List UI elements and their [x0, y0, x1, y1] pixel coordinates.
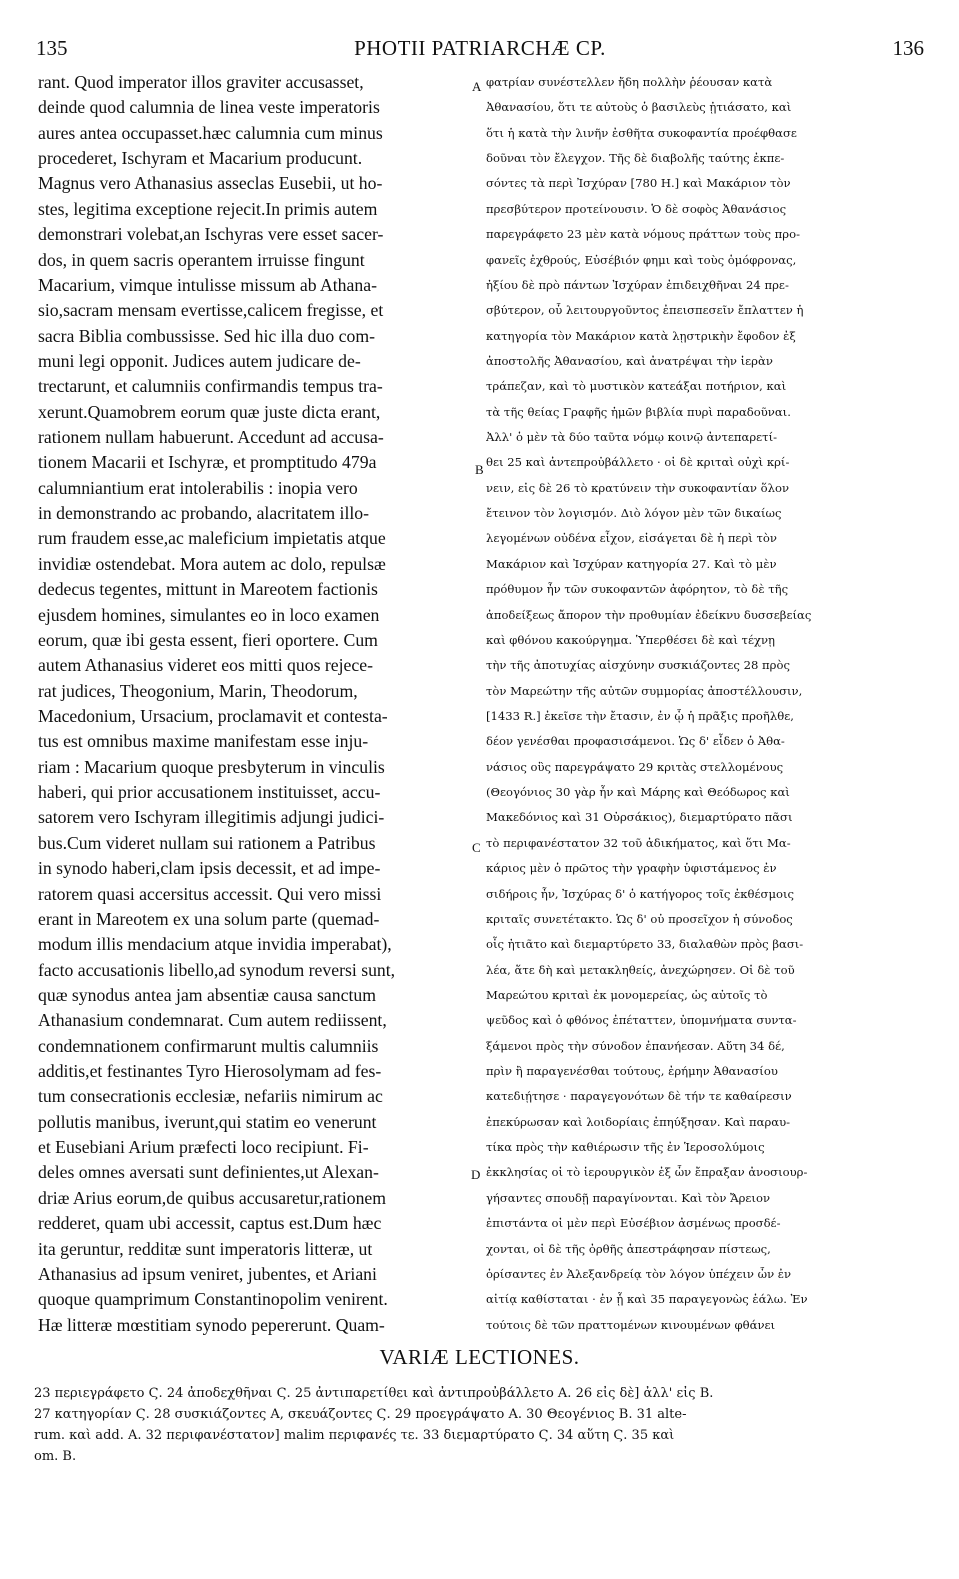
greek-text-line: τὸ περιφανέστατον 32 τοῦ ἀδικήματος, καὶ ὅτι Μα-: [486, 835, 791, 850]
greek-text-line: θει 25 καὶ ἀντεπροὐβάλλετο · οἱ δὲ κριταὶ οὐχὶ κρί-: [486, 455, 790, 470]
margin-mark-a: A: [472, 79, 482, 94]
greek-text-line: γήσαντες σπουδῇ παραγίνονται. Καὶ τὸν Ἄρειον: [486, 1190, 770, 1205]
greek-text-line: [1433 R.] ἐκεῖσε τὴν ἔτασιν, ἐν ᾧ ἡ πρᾶξις προῆλθε,: [486, 708, 794, 723]
latin-text-line: [38, 1338, 470, 1340]
greek-text-line: λεγομένων οὐδένα εἶχον, εἰσάγεται δὲ ἡ περὶ τὸν: [486, 531, 777, 546]
latin-text-line: dos, in quem sacris operantem irruisse fingunt: [38, 249, 365, 270]
latin-text-line: muni legi opponit. Judices autem judicare de-: [38, 350, 361, 371]
latin-text-line: quoque quamprimum Constantinopolim venirent.: [38, 1289, 388, 1310]
greek-text-line: φατρίαν συνέστελλεν ἤδη πολλὴν ῥέουσαν κατὰ: [486, 75, 773, 89]
greek-column: [486, 70, 922, 1340]
greek-text-line: χονται, οἱ δὲ τῆς ὀρθῆς ἀπεστράφησαν πίστεως,: [486, 1241, 771, 1256]
latin-text-line: facto accusationis libello,ad synodum reversi sunt,: [38, 959, 396, 980]
latin-text-line: deles omnes aversati sunt definientes,ut Alexan-: [38, 1162, 379, 1183]
latin-text-line: stes, legitima exceptione rejecit.In primis autem: [38, 198, 378, 219]
greek-text-line: ἐπεκύρωσαν καὶ λοιδορίαις ἐπηύξησαν. Καὶ παραυ-: [486, 1114, 791, 1129]
greek-text-line: λέα, ἅτε δὴ καὶ μετακληθείς, ἀνεχώρησεν. Οἱ δὲ τοῦ: [486, 962, 795, 977]
latin-column: [38, 70, 470, 1340]
latin-text-line: et Eusebiani Arium præfecti loco recipiunt. Fi-: [38, 1137, 369, 1158]
greek-text-line: κάριος μὲν ὁ πρῶτος τὴν γραφὴν ὑφιστάμενος ἐν: [486, 861, 777, 876]
variant-reading-line: 27 κατηγορίαν Ϛ. 28 συσκιάζοντες A, σκευάζοντες Ϛ. 29 προεγράψατο A. 30 Θεογένιος B. 31 alte-: [34, 1407, 687, 1422]
greek-text-line: οἷς ἠτιᾶτο καὶ διεμαρτύρετο 33, διαλαθὼν πρὸς βασι-: [486, 937, 804, 952]
greek-text-line: σόντες τὰ περὶ Ἰσχύραν [780 H.] καὶ Μακάριον τὸν: [486, 176, 791, 191]
latin-text-line: ejusdem homines, simulantes eo in loco examen: [38, 604, 380, 625]
greek-text-line: τὸν Μαρεώτην τῆς αὐτῶν συμμορίας ἀποστέλλουσιν,: [486, 683, 803, 698]
greek-text-line: κατηγορία τὸν Μακάριον κατὰ λῃστρικὴν ἔφοδον ἐξ: [486, 328, 796, 343]
greek-text-line: τίκα πρὸς τὴν καθιέρωσιν τῆς ἐν Ἱεροσολύμοις: [486, 1140, 765, 1155]
greek-text-line: ἠξίου δὲ πρὸ πάντων Ἰσχύραν ἐπιδειχθῆναι 24 πρε-: [486, 277, 789, 292]
greek-text-line: τὴν τῆς ἀποτυχίας αἰσχύνην συσκιάζοντες 28 πρὸς: [486, 658, 790, 673]
greek-text-line: ξάμενοι πρὸς τὴν σύνοδον ἐπανήεσαν. Αὕτη 34 δέ,: [486, 1038, 785, 1053]
latin-text-line: additis,et festinantes Tyro Hierosolymam ad fes-: [38, 1061, 382, 1082]
variant-reading-line: om. B.: [34, 1449, 77, 1464]
variant-reading-line: 23 περιεγράφετο Ϛ. 24 ἀποδεχθῆναι Ϛ. 25 ἀντιπαρετίθει καὶ ἀντιπροὐβάλλετο A. 26 εἰς δὲ] ἀλλ' εἰς B.: [34, 1386, 714, 1401]
greek-text-line: ὅτι ἡ κατὰ τὴν λινῆν ἐσθῆτα συκοφαντία προέφθασε: [486, 125, 797, 140]
variant-reading-line: rum. καὶ add. A. 32 περιφανέστατον] malim περιφανές τε. 33 διεμαρτύρατο Ϛ. 34 αὕτη Ϛ. 35 καὶ: [34, 1428, 675, 1443]
greek-text-line: σιδήροις ἦν, Ἰσχύρας δ' ὁ κατήγορος τοῖς ἐκθέσμοις: [486, 886, 794, 901]
latin-text-line: modum illis mendacium atque invidia imperabat),: [38, 934, 392, 955]
greek-text-line: ἐπιστάντα οἱ μὲν περὶ Εὐσέβιον ἀσμένως προσδέ-: [486, 1216, 781, 1231]
greek-text-line: ψεῦδος καὶ ὁ φθόνος ἐπέταττεν, ὑπομνήματα συντα-: [486, 1013, 797, 1028]
greek-text-line: Μακάριον καὶ Ἰσχύραν κατηγορία 27. Καὶ τὸ μὲν: [486, 556, 777, 571]
latin-text-line: procederet, Ischyram et Macarium producunt.: [38, 148, 363, 169]
latin-text-line: Hæ litteræ mœstitiam synodo pepererunt. Quam-: [38, 1314, 385, 1335]
greek-text-line: (Θεογόνιος 30 γὰρ ἦν καὶ Μάρης καὶ Θεόδωρος καὶ: [486, 785, 790, 800]
greek-text-line: πρὶν ἢ παραγενέσθαι τούτους, ἐρήμην Ἀθανασίου: [486, 1064, 778, 1079]
greek-text-line: πρόθυμον ἦν τῶν συκοφαντῶν ἀφόρητον, τὸ δὲ τῆς: [486, 582, 789, 597]
latin-text-line: deinde quod calumnia de linea veste imperatoris: [38, 97, 380, 118]
greek-text-line: κριταῖς συνετέτακτο. Ὡς δ' οὐ προσεῖχον ἡ σύνοδος: [486, 911, 793, 926]
latin-text-line: invidiæ ostendebat. Mora autem ac dolo, repulsæ: [38, 553, 386, 574]
greek-text-line: ἀποδείξεως ἄπορον τὴν προθυμίαν ἐδείκνυ δυσσεβείας: [486, 607, 812, 622]
greek-text-line: Ἀλλ' ὁ μὲν τὰ δύο ταῦτα νόμῳ κοινῷ ἀντεπαρετί-: [486, 430, 778, 445]
latin-text-line: autem Athanasius videret eos mitti quos rejece-: [38, 655, 373, 676]
latin-text-line: trectarunt, et calumniis confirmandis tempus tra-: [38, 376, 383, 397]
greek-text-line: τούτοις δὲ τῶν πραττομένων κινουμένων φθάνει: [486, 1317, 776, 1332]
latin-text-line: satorem vero Ischyram illegitimis adjungi judici-: [38, 807, 385, 828]
margin-mark-d: D: [471, 1167, 481, 1182]
margin-mark-c: C: [472, 840, 481, 855]
latin-text-line: sio,sacram mensam evertisse,calicem fregisse, et: [38, 300, 384, 321]
latin-text-line: riam : Macarium quoque presbyterum in vinculis: [38, 756, 385, 777]
latin-text-line: eorum, quæ ibi gesta essent, fieri oportere. Cum: [38, 629, 378, 650]
greek-text-line: ἐκκλησίας οἱ τὸ ἱερουργικὸν ἐξ ὧν ἔπραξαν ἀνοσιουρ-: [486, 1165, 808, 1180]
latin-text-line: rationem nullam habuerunt. Accedunt ad accusa-: [38, 427, 384, 448]
greek-text-line: φανεῖς ἐχθρούς, Εὐσέβιόν φημι καὶ τοὺς ὁμόφρονας,: [486, 252, 797, 267]
latin-text-line: ita geruntur, redditæ sunt imperatoris litteræ, ut: [38, 1238, 373, 1259]
greek-text-line: κατεδιῄτησε · παραγεγονότων δὲ τήν τε καθαίρεσιν: [486, 1089, 792, 1104]
latin-text-line: sacra Biblia combussisse. Sed hic illa duo com-: [38, 325, 375, 346]
variae-lectiones: [34, 1383, 914, 1579]
variae-lectiones-title: VARIÆ LECTIONES.: [379, 1345, 580, 1369]
latin-text-line: aures antea occupasset.hæc calumnia cum minus: [38, 122, 383, 143]
latin-text-line: condemnationem confirmarunt multis calumniis: [38, 1035, 379, 1056]
latin-text-line: redderet, quam ubi accessit, captus est.Dum hæc: [38, 1213, 382, 1234]
latin-text-line: in demonstrando ac probando, alacritatem illo-: [38, 503, 370, 524]
latin-text-line: Macarium, vimque intulisse missum ab Athana-: [38, 274, 377, 295]
greek-text-line: Μακεδόνιος καὶ 31 Οὐρσάκιος), διεμαρτύρατο πᾶσι: [486, 810, 793, 825]
page-title: PHOTII PATRIARCHÆ CP.: [354, 36, 606, 60]
latin-text-line: tum consecrationis ecclesiæ, nefariis nimirum ac: [38, 1086, 383, 1107]
greek-text-line: τὰ τῆς θείας Γραφῆς ἡμῶν βιβλία πυρὶ παραδοῦναι.: [486, 404, 791, 419]
latin-text-line: demonstrari volebat,an Ischyras vere esset sacer-: [38, 224, 384, 245]
greek-text-line: δοῦναι τὸν ἔλεγχον. Τῆς δὲ διαβολῆς ταύτης ἐκπε-: [486, 151, 785, 166]
latin-text-line: driæ Arius eorum,de quibus accusaretur,rationem: [38, 1187, 387, 1208]
greek-text-line: [486, 1338, 922, 1340]
latin-text-line: rat judices, Theogonium, Marin, Theodorum,: [38, 680, 358, 701]
page-number-left: 135: [36, 36, 68, 60]
latin-text-line: rum fraudem esse,ac maleficium impietatis atque: [38, 528, 386, 549]
latin-text-line: Magnus vero Athanasius asseclas Eusebii, ut ho-: [38, 173, 383, 194]
latin-text-line: Athanasius ad ipsum veniret, jubentes, et Ariani: [38, 1263, 377, 1284]
latin-text-line: dedecus tegentes, mittunt in Mareotem factionis: [38, 579, 378, 600]
running-header: [36, 36, 924, 66]
latin-text-line: rant. Quod imperator illos graviter accusasset,: [38, 72, 364, 92]
greek-text-line: νάσιος οὓς παρεγράψατο 29 κριτὰς στελλομένους: [486, 759, 784, 774]
latin-text-line: bus.Cum videret nullam sui rationem a Patribus: [38, 832, 376, 853]
latin-text-line: haberi, qui prior accusationem instituisset, accu-: [38, 782, 381, 803]
greek-text-line: ἀποστολῆς Ἀθανασίου, καὶ ἀνατρέψαι τὴν ἱερὰν: [486, 353, 773, 368]
latin-text-line: xerunt.Quamobrem eorum quæ juste dicta erant,: [38, 401, 381, 422]
greek-text-line: ὁρίσαντες ἐν Ἀλεξανδρείᾳ τὸν λόγον ὑπέχειν ὧν ἐν: [486, 1266, 792, 1281]
latin-text-line: tus est omnibus maxime manifestam esse inju-: [38, 731, 369, 752]
greek-text-line: ἔτεινον τὸν λογισμόν. Διὸ λόγον μὲν τῶν δικαίως: [486, 506, 782, 521]
greek-text-line: σβύτερον, οὗ λειτουργοῦντος ἐπεισπεσεῖν ἔπλαττεν ἡ: [486, 303, 804, 318]
latin-text-line: calumniantium erat intolerabilis : inopia vero: [38, 477, 358, 498]
latin-text-line: tionem Macarii et Ischyræ, et promptitudo 479a: [38, 452, 377, 473]
latin-text-line: in synodo haberi,clam ipsis decessit, et ad impe-: [38, 858, 381, 879]
margin-mark-b: B: [475, 462, 484, 477]
latin-text-line: Macedonium, Ursacium, proclamavit et contesta-: [38, 705, 388, 726]
greek-text-line: τράπεζαν, καὶ τὸ μυστικὸν κατεάξαι ποτήριον, καὶ: [486, 379, 787, 394]
latin-text-line: ratorem quasi accersitus accessit. Qui vero missi: [38, 883, 382, 904]
latin-text-line: erant in Mareotem ex una solum parte (quemad-: [38, 908, 380, 929]
latin-text-line: Athanasium condemnarat. Cum autem rediissent,: [38, 1010, 387, 1031]
greek-text-line: Ἀθανασίου, ὅτι τε αὐτοὺς ὁ βασιλεὺς ᾐτιάσατο, καὶ: [486, 100, 792, 115]
greek-text-line: καὶ φθόνου κακούργημα. Ὑπερθέσει δὲ καὶ τέχνῃ: [486, 632, 775, 647]
greek-text-line: παρεγράφετο 23 μὲν κατὰ νόμους πράττων τοὺς προ-: [486, 227, 800, 242]
latin-text-line: pollutis manibus, iverunt,qui statim eo venerunt: [38, 1111, 377, 1132]
greek-text-line: Μαρεώτου κριταὶ ἐκ μονομερείας, ὡς αὐτοῖς τὸ: [486, 987, 768, 1002]
latin-text-line: quæ synodus antea jam absentiæ causa sanctum: [38, 984, 376, 1005]
greek-text-line: νειν, εἰς δὲ 26 τὸ κρατύνειν τὴν συκοφαντίαν ὅλον: [486, 480, 789, 495]
greek-text-line: πρεσβύτερον προτείνουσιν. Ὁ δὲ σοφὸς Ἀθανάσιος: [486, 201, 787, 216]
greek-text-line: δέον γενέσθαι προφασισάμενοι. Ὡς δ' εἶδεν ὁ Ἀθα-: [486, 734, 785, 749]
page-number-right: 136: [892, 36, 924, 60]
greek-text-line: αἰτίᾳ καθίσταται · ἐν ᾗ καὶ 35 παραγεγονὼς ἑάλω. Ἐν: [486, 1292, 808, 1307]
